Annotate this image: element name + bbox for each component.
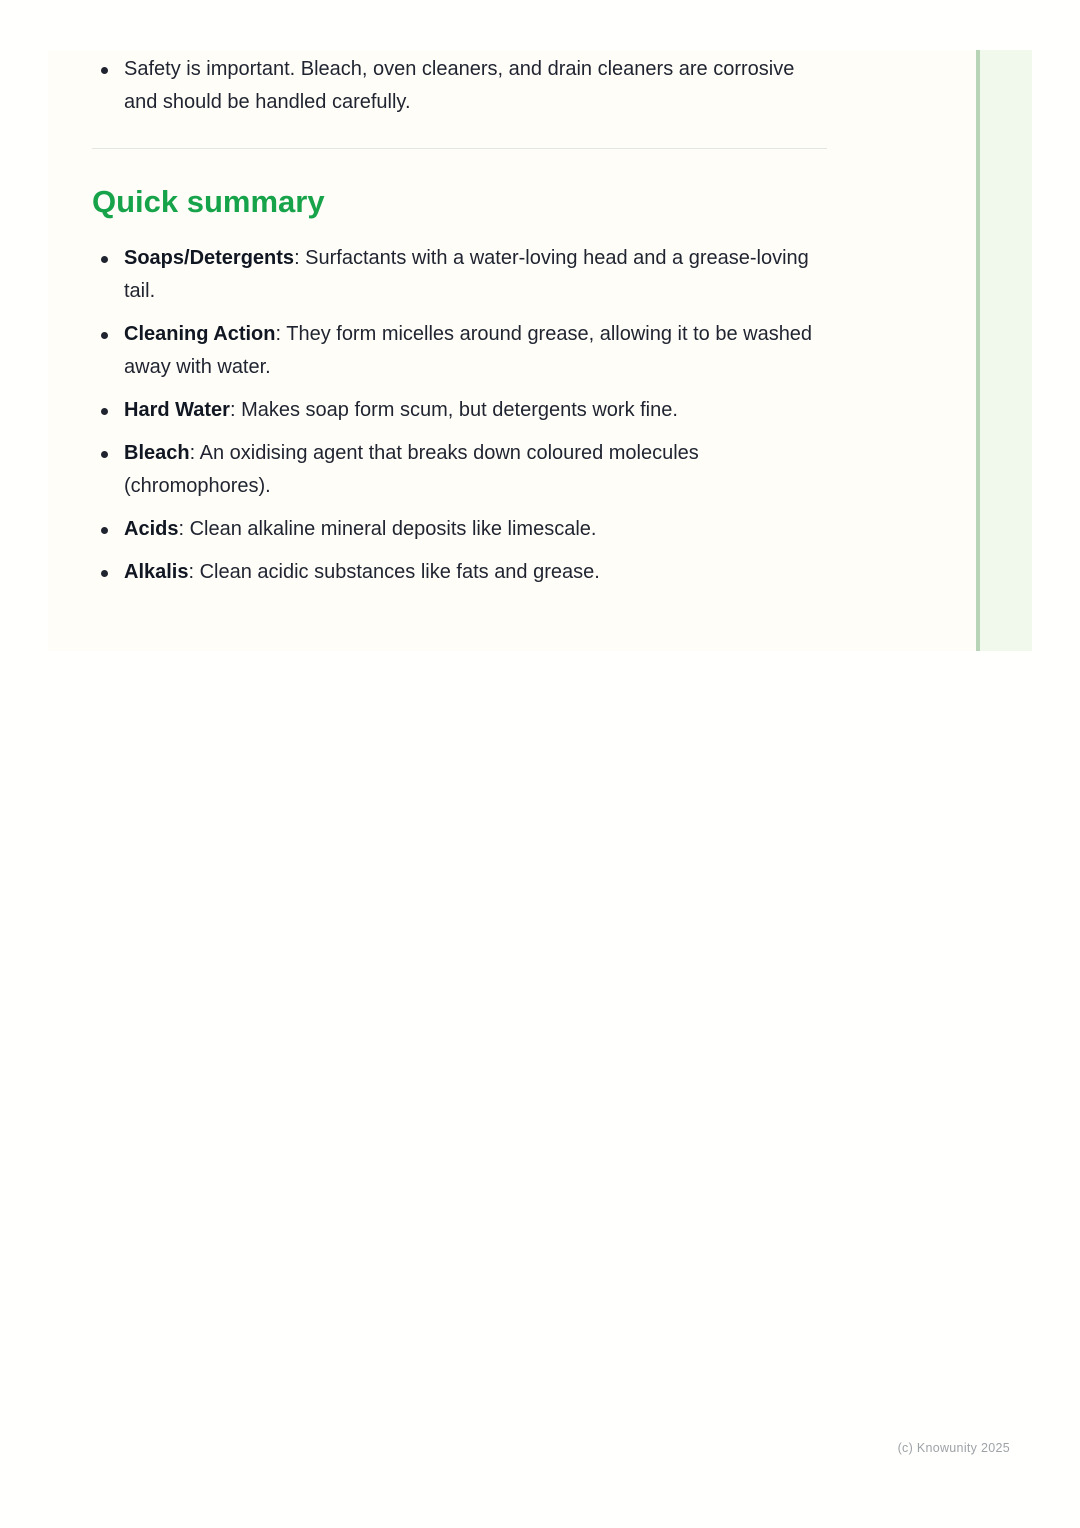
summary-item-bleach [92, 437, 832, 503]
summary-term: Hard Water [124, 399, 230, 421]
summary-item-alkalis [92, 556, 832, 589]
summary-description: : An oxidising agent that breaks down coloured molecules (chromophores). [124, 442, 699, 497]
summary-term: Cleaning Action [124, 323, 276, 345]
summary-term: Acids [124, 518, 179, 540]
summary-term: Bleach [124, 442, 190, 464]
summary-item-hard-water [92, 394, 832, 427]
summary-list [92, 242, 832, 599]
content-panel [48, 50, 977, 651]
section-heading: Quick summary [92, 184, 325, 219]
summary-term: Soaps/Detergents [124, 247, 295, 269]
intro-bullet-list [92, 53, 832, 129]
summary-description: : They form micelles around grease, allowing it to be washed away with water. [124, 323, 813, 378]
summary-description: : Makes soap form scum, but detergents work fine. [229, 399, 678, 421]
summary-description: : Clean alkaline mineral deposits like limescale. [178, 518, 597, 540]
summary-item-acids [92, 513, 832, 546]
summary-description: : Surfactants with a water-loving head and a grease-loving tail. [124, 247, 809, 302]
summary-item-cleaning-action [92, 318, 832, 384]
summary-term: Alkalis [124, 561, 189, 583]
side-rail [976, 50, 1032, 651]
summary-description: : Clean acidic substances like fats and grease. [188, 561, 600, 583]
list-item [92, 53, 832, 119]
copyright-footer: (c) Knowunity 2025 [897, 1441, 1010, 1455]
list-item-text: Safety is important. Bleach, oven cleaners, and drain cleaners are corrosive and should be handled carefully. [124, 58, 795, 113]
section-divider [92, 148, 827, 149]
summary-item-soaps-detergents [92, 242, 832, 308]
